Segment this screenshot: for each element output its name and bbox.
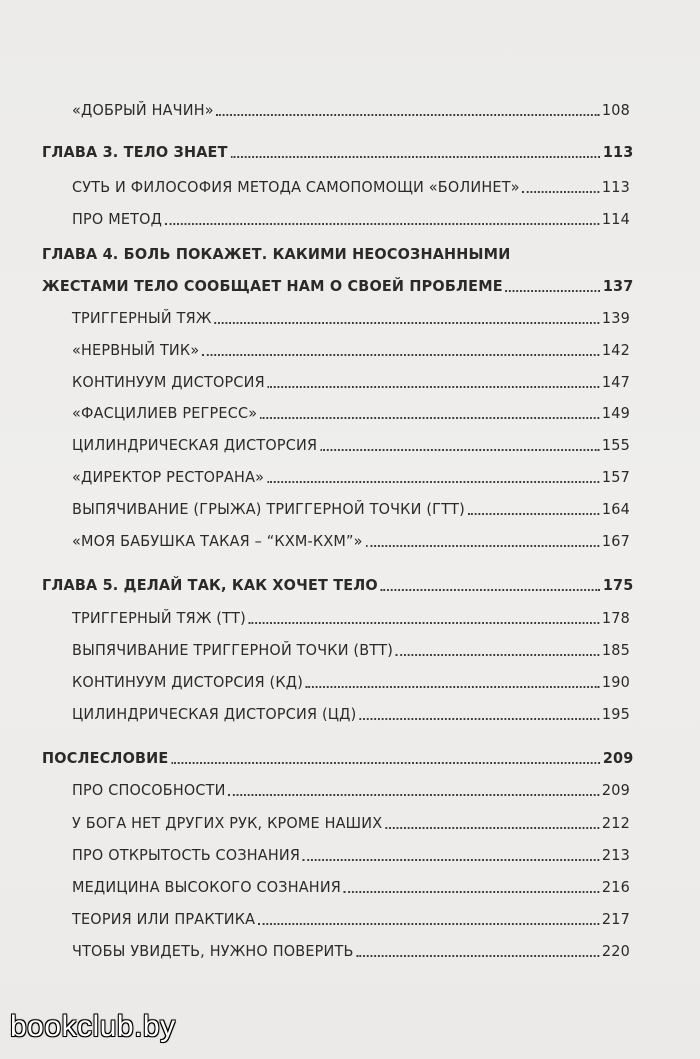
toc-entry-title: МЕДИЦИНА ВЫСОКОГО СОЗНАНИЯ <box>72 878 342 896</box>
toc-entry-title: «ДОБРЫЙ НАЧИН» <box>72 101 214 119</box>
toc-entry-page: 217 <box>601 910 630 928</box>
toc-entry-title: «ФАСЦИЛИЕВ РЕГРЕСС» <box>72 404 258 422</box>
toc-entry <box>72 694 630 724</box>
toc-entry-title: У БОГА НЕТ ДРУГИХ РУК, КРОМЕ НАШИХ <box>72 814 383 832</box>
toc-leader-dots <box>523 189 600 193</box>
toc-entry-page: 113 <box>601 178 630 196</box>
toc-entry-title: ВЫПЯЧИВАНИЕ ТРИГГЕРНОЙ ТОЧКИ (ВТТ) <box>72 641 394 659</box>
toc-entry-title: «МОЯ БАБУШКА ТАКАЯ – “КХМ-КХМ”» <box>72 532 363 550</box>
toc-entry-title: КОНТИНУУМ ДИСТОРСИЯ (КД) <box>72 673 304 691</box>
toc-entry <box>72 835 630 865</box>
toc-entry <box>72 803 630 833</box>
toc-entry-title: ТЕОРИЯ ИЛИ ПРАКТИКА <box>72 910 256 928</box>
toc-leader-dots <box>202 352 599 356</box>
toc-leader-dots <box>171 760 600 764</box>
toc-entry <box>72 362 630 392</box>
toc-chapter-title-line1: ГЛАВА 4. БОЛЬ ПОКАЖЕТ. КАКИМИ НЕОСОЗНАННЫМИ <box>42 245 511 263</box>
toc-entry-page: 220 <box>601 942 630 960</box>
toc-leader-dots <box>320 447 599 451</box>
toc-entry-page: 190 <box>601 673 630 691</box>
toc-entry-page: 185 <box>601 641 630 659</box>
toc-entry <box>72 662 630 692</box>
toc-entry <box>72 931 630 961</box>
toc-leader-dots <box>396 652 599 656</box>
toc-leader-dots <box>359 716 599 720</box>
toc-entry-page: 178 <box>601 609 630 627</box>
toc-entry-page: 108 <box>601 101 630 119</box>
toc-leader-dots <box>268 384 600 388</box>
toc-chapter <box>42 132 633 162</box>
toc-leader-dots <box>217 112 600 116</box>
toc-chapter <box>42 565 633 595</box>
toc-entry <box>72 298 630 328</box>
toc-leader-dots <box>260 415 599 419</box>
toc-leader-dots <box>306 684 599 688</box>
toc-entry-title: ВЫПЯЧИВАНИЕ (ГРЫЖА) ТРИГГЕРНОЙ ТОЧКИ (ГТТ) <box>72 500 465 518</box>
toc-entry-title: ГЛАВА 3. ТЕЛО ЗНАЕТ <box>42 143 228 161</box>
toc-leader-dots <box>228 792 599 796</box>
toc-entry-page: 147 <box>601 373 630 391</box>
toc-entry <box>72 199 630 229</box>
toc-entry-title: КОНТИНУУМ ДИСТОРСИЯ <box>72 373 265 391</box>
toc-leader-dots <box>230 154 600 158</box>
toc-leader-dots <box>381 587 600 591</box>
toc-entry-title: ЦИЛИНДРИЧЕСКАЯ ДИСТОРСИЯ <box>72 436 318 454</box>
toc-entry-page: 149 <box>601 404 630 422</box>
toc-entry-title: ПРО ОТКРЫТОСТЬ СОЗНАНИЯ <box>72 846 301 864</box>
toc-entry-title: «НЕРВНЫЙ ТИК» <box>72 341 200 359</box>
toc-entry-page: 155 <box>601 436 630 454</box>
toc-leader-dots <box>267 479 599 483</box>
toc-entry-title: «ДИРЕКТОР РЕСТОРАНА» <box>72 468 265 486</box>
toc-entry-page: 209 <box>602 749 634 767</box>
toc-leader-dots <box>356 953 599 957</box>
toc-leader-dots <box>258 921 599 925</box>
toc-entry-title: ЦИЛИНДРИЧЕСКАЯ ДИСТОРСИЯ (ЦД) <box>72 705 357 723</box>
toc-leader-dots <box>365 543 599 547</box>
toc-entry-page: 212 <box>601 814 630 832</box>
toc-entry <box>72 425 630 455</box>
toc-entry-title: ГЛАВА 5. ДЕЛАЙ ТАК, КАК ХОЧЕТ ТЕЛО <box>42 576 378 594</box>
toc-entry-title: ЧТОБЫ УВИДЕТЬ, НУЖНО ПОВЕРИТЬ <box>72 942 354 960</box>
toc-entry-page: 113 <box>602 143 634 161</box>
toc-entry <box>72 899 630 929</box>
toc-leader-dots <box>165 221 599 225</box>
toc-leader-dots <box>385 825 599 829</box>
toc-entry <box>72 393 630 423</box>
toc-entry-page: 195 <box>601 705 630 723</box>
toc-entry <box>72 630 630 660</box>
toc-chapter <box>42 738 633 768</box>
toc-leader-dots <box>214 320 599 324</box>
toc-entry <box>72 330 630 360</box>
toc-leader-dots <box>468 511 599 515</box>
toc-leader-dots <box>506 288 600 292</box>
toc-entry-page: 213 <box>601 846 630 864</box>
toc-entry-page: 209 <box>601 781 630 799</box>
toc-entry-page: 114 <box>601 210 630 228</box>
toc-chapter <box>42 266 633 296</box>
toc-entry-title: СУТЬ И ФИЛОСОФИЯ МЕТОДА САМОПОМОЩИ «БОЛИНЕТ» <box>72 178 520 196</box>
toc-entry-page: 157 <box>601 468 630 486</box>
toc-entry <box>72 489 630 519</box>
toc-entry <box>72 598 630 628</box>
toc-entry-page: 139 <box>601 309 630 327</box>
toc-leader-dots <box>344 889 599 893</box>
watermark-text: bookclub.by <box>10 1010 176 1043</box>
toc-entry-page: 175 <box>602 576 634 594</box>
toc-entry-title: ПОСЛЕСЛОВИЕ <box>42 749 169 767</box>
toc-entry-page: 167 <box>601 532 630 550</box>
toc-entry <box>72 867 630 897</box>
toc-entry <box>72 770 630 800</box>
toc-entry <box>72 457 630 487</box>
toc-entry-page: 137 <box>602 277 634 295</box>
toc-entry-page: 216 <box>601 878 630 896</box>
toc-leader-dots <box>303 857 599 861</box>
toc-entry-title: ТРИГГЕРНЫЙ ТЯЖ (ТТ) <box>72 609 246 627</box>
toc-entry-title: ЖЕСТАМИ ТЕЛО СООБЩАЕТ НАМ О СВОЕЙ ПРОБЛЕМЕ <box>42 277 503 295</box>
toc-entry <box>72 167 630 197</box>
toc-leader-dots <box>249 620 599 624</box>
toc-entry-page: 164 <box>601 500 630 518</box>
toc-entry <box>72 521 630 551</box>
toc-entry-title: ТРИГГЕРНЫЙ ТЯЖ <box>72 309 212 327</box>
toc-entry-title: ПРО МЕТОД <box>72 210 163 228</box>
toc-entry <box>72 90 630 120</box>
toc-entry-page: 142 <box>601 341 630 359</box>
toc-entry-title: ПРО СПОСОБНОСТИ <box>72 781 226 799</box>
